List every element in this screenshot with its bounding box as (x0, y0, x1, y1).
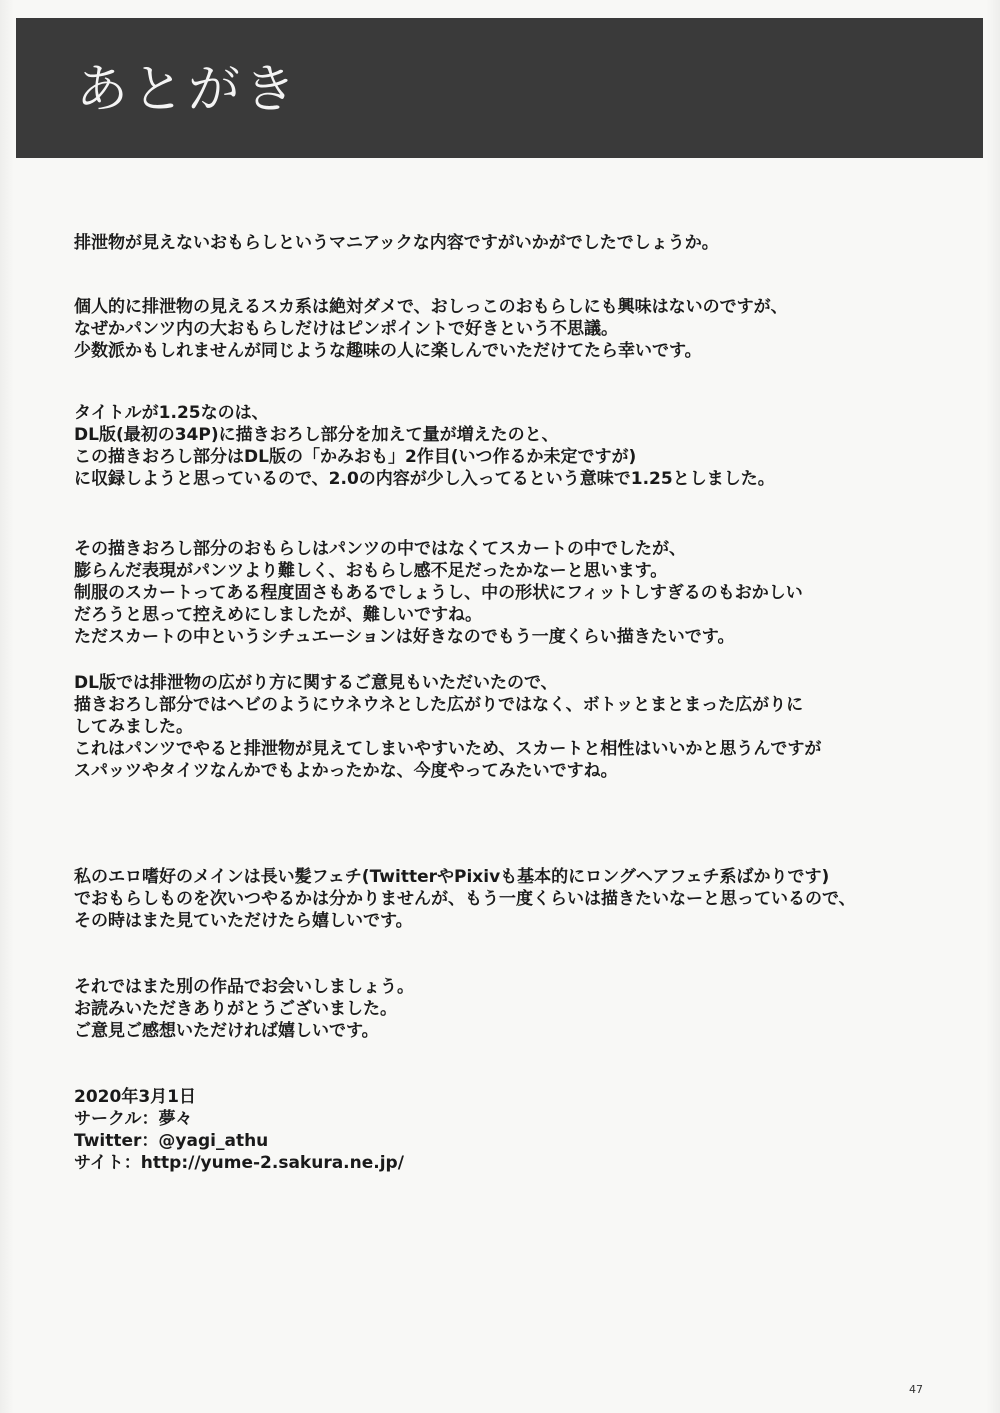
text-line: 個人的に排泄物の見えるスカ系は絶対ダメで、おしっこのおもらしにも興味はないのですが、 (74, 297, 788, 317)
text-line: でおもらしものを次いつやるかは分かりませんが、もう一度くらいは描きたいなーと思っているので、 (74, 889, 856, 909)
text-line: この描きおろし部分はDL版の「かみおも」2作目(いつ作るか未定ですが) (74, 447, 637, 467)
page-title: あとがき (76, 60, 301, 120)
text-line: 描きおろし部分ではヘビのようにウネウネとした広がりではなく、ボトッとまとまった広がりに (74, 695, 804, 715)
text-line: DL版では排泄物の広がり方に関するご意見もいただいたので、 (74, 673, 558, 693)
colophon-date: 2020年3月1日 (74, 1087, 196, 1107)
text-line: してみました。 (74, 717, 193, 737)
text-line: これはパンツでやると排泄物が見えてしまいやすいため、スカートと相性はいいかと思うんですが (74, 739, 822, 759)
text-line: スパッツやタイツなんかでもよかったかな、今度やってみたいですね。 (74, 761, 618, 781)
colophon-twitter: Twitter：@yagi_athu (74, 1131, 269, 1151)
text-line: だろうと思って控えめにしましたが、難しいですね。 (74, 605, 482, 625)
text-line: 少数派かもしれませんが同じような趣味の人に楽しんでいただけてたら幸いです。 (74, 341, 702, 361)
text-line: 制服のスカートってある程度固さもあるでしょうし、中の形状にフィットしすぎるのもおかしい (74, 583, 803, 603)
text-line: お読みいただきありがとうございました。 (74, 999, 397, 1019)
colophon-circle: サークル：夢々 (74, 1109, 193, 1129)
text-line: その時はまた見ていただけたら嬉しいです。 (74, 911, 413, 931)
text-line: 排泄物が見えないおもらしというマニアックな内容ですがいかがでしたでしょうか。 (74, 233, 719, 253)
text-line: なぜかパンツ内の大おもらしだけはピンポイントで好きという不思議。 (74, 319, 618, 339)
text-line: に収録しようと思っているので、2.0の内容が少し入ってるという意味で1.25としました。 (74, 469, 775, 489)
page-number: 47 (909, 1383, 923, 1396)
text-line: 膨らんだ表現がパンツより難しく、おもらし感不足だったかなーと思います。 (74, 561, 668, 581)
text-line: ただスカートの中というシチュエーションは好きなのでもう一度くらい描きたいです。 (74, 627, 735, 647)
text-line: それではまた別の作品でお会いしましょう。 (74, 977, 414, 997)
text-line: 私のエロ嗜好のメインは長い髪フェチ(TwitterやPixivも基本的にロングヘアフェチ系ばかりです) (74, 867, 830, 887)
text-line: その描きおろし部分のおもらしはパンツの中ではなくてスカートの中でしたが、 (74, 539, 686, 559)
text-line: DL版(最初の34P)に描きおろし部分を加えて量が増えたのと、 (74, 425, 559, 445)
text-line: タイトルが1.25なのは、 (74, 403, 269, 423)
colophon-site: サイト：http://yume-2.sakura.ne.jp/ (74, 1153, 404, 1173)
header-band (16, 18, 983, 158)
text-line: ご意見ご感想いただければ嬉しいです。 (74, 1021, 379, 1041)
